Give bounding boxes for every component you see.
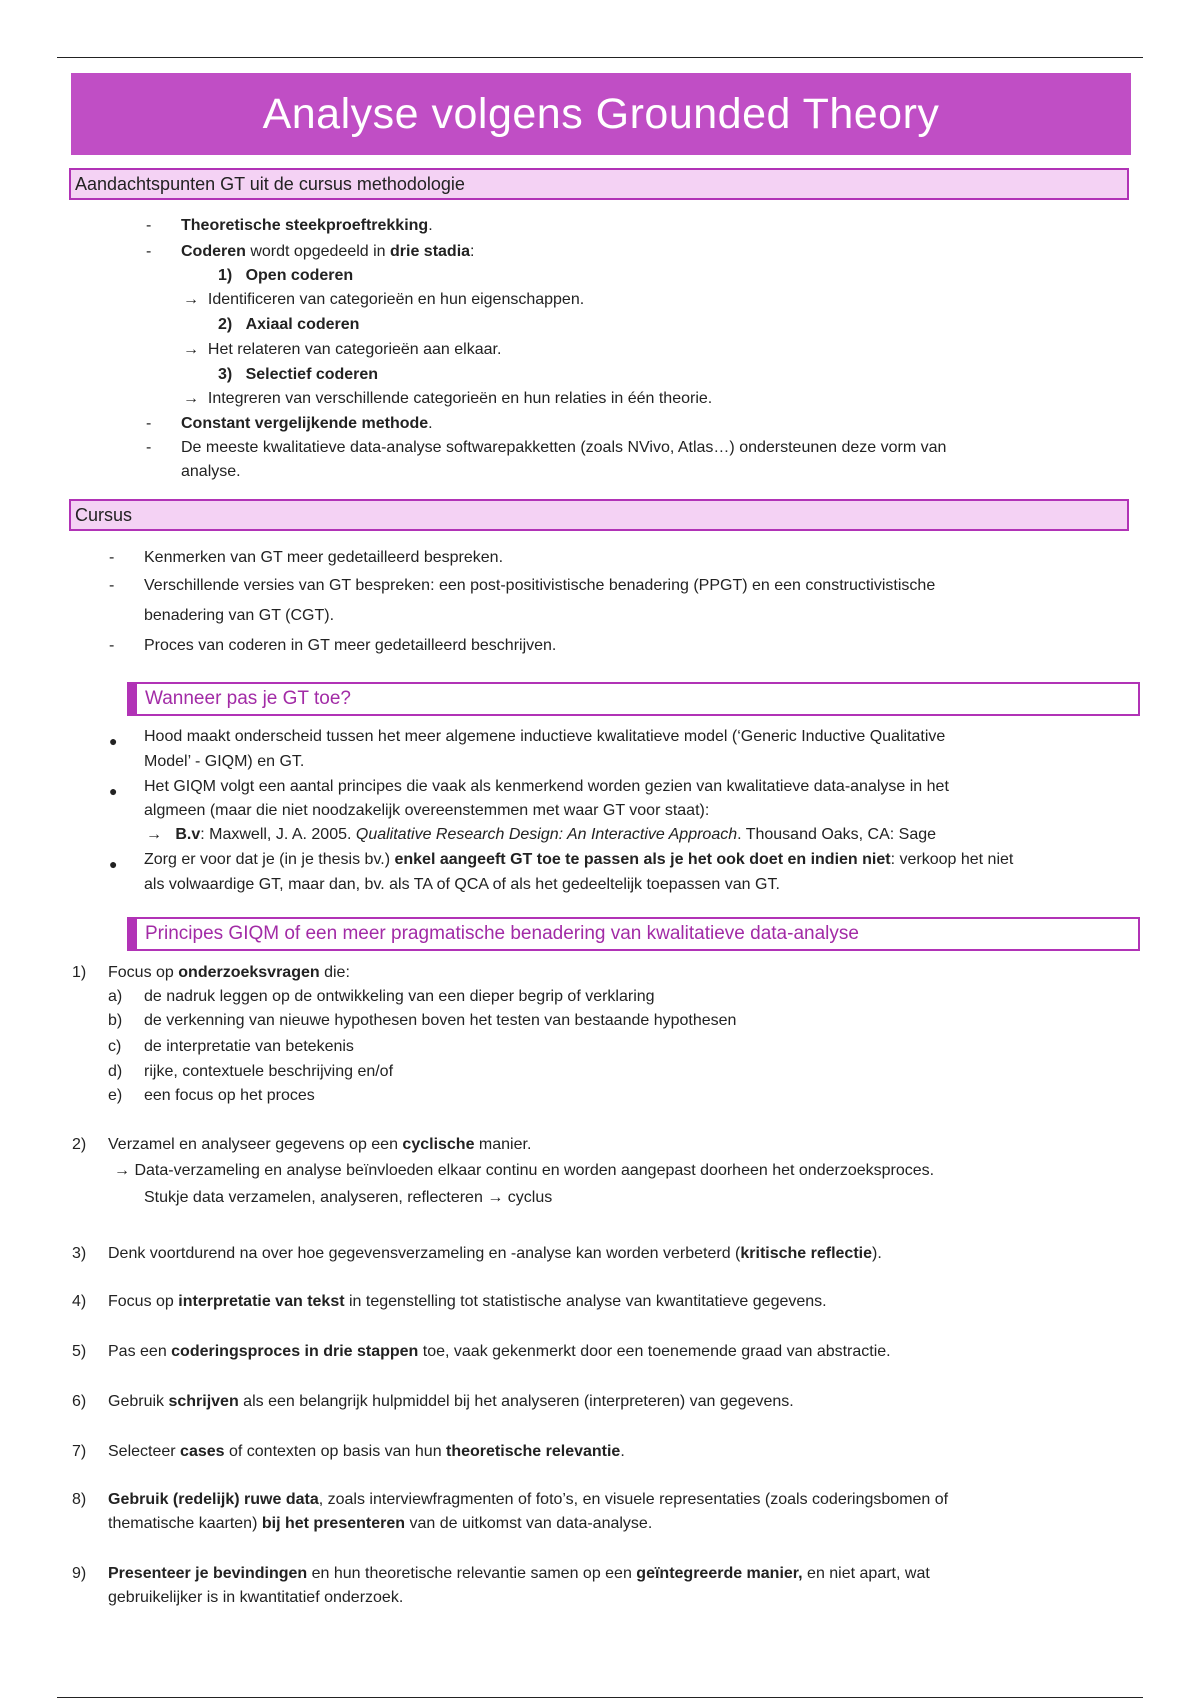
list-item: Verschillende versies van GT bespreken: een post-positivistische benadering (PPGT) en een constructivistische [144, 577, 936, 594]
list-item: Proces van coderen in GT meer gedetailleerd beschrijven. [144, 637, 557, 654]
list-item-continuation: benadering van GT (CGT). [144, 607, 335, 624]
sub-item: rijke, contextuele beschrijving en/of [144, 1063, 394, 1080]
sub-header-principes: Principes GIQM of een meer pragmatische benadering van kwalitatieve data-analyse [127, 917, 1140, 951]
list-item-continuation: algmeen (maar die niet noodzakelijk overeenstemmen met waar GT voor staat): [144, 802, 710, 819]
list-item: De meeste kwalitatieve data-analyse softwarepakketten (zoals NVivo, Atlas…) ondersteunen deze vorm van [181, 439, 947, 456]
numbered-item-number: 3) [72, 1245, 87, 1262]
numbered-item-number: 5) [72, 1343, 87, 1360]
numbered-item-number: 2) [72, 1136, 87, 1153]
dash-bullet: - [146, 243, 152, 260]
list-item-continuation: Model’ - GIQM) en GT. [144, 753, 305, 770]
list-item: → Het relateren van categorieën aan elkaar. [183, 341, 502, 358]
dash-bullet: - [109, 577, 115, 594]
arrow-icon: → [183, 341, 199, 358]
sub-item: de verkenning van nieuwe hypothesen boven het testen van bestaande hypothesen [144, 1012, 737, 1029]
list-item: Constant vergelijkende methode. [181, 415, 433, 432]
numbered-item: Focus op interpretatie van tekst in tegenstelling tot statistische analyse van kwantitatieve gegevens. [108, 1293, 827, 1310]
numbered-item: Denk voortdurend na over hoe gegevensverzameling en -analyse kan worden verbeterd (kritische reflectie). [108, 1245, 882, 1262]
numbered-item: Focus op onderzoeksvragen die: [108, 964, 350, 981]
list-item-continuation: als volwaardige GT, maar dan, bv. als TA of QCA of als het gedeeltelijk toepassen van GT. [144, 876, 780, 893]
numbered-item-number: 1) [72, 964, 87, 981]
numbered-item: Presenteer je bevindingen en hun theoretische relevantie samen op een geïntegreerde manier, en niet apart, wat [108, 1565, 930, 1582]
numbered-item: Pas een coderingsproces in drie stappen toe, vaak gekenmerkt door een toenemende graad van abstractie. [108, 1343, 891, 1360]
list-item: Kenmerken van GT meer gedetailleerd bespreken. [144, 549, 504, 566]
reference-line: → B.v: Maxwell, J. A. 2005. Qualitative Research Design: An Interactive Approach. Thousand Oaks, CA: Sage [146, 826, 937, 843]
bullet-dot: ● [109, 733, 118, 749]
sub-item: de interpretatie van betekenis [144, 1038, 354, 1055]
numbered-item-continuation: gebruikelijker is in kwantitatief onderzoek. [108, 1589, 404, 1606]
sub-item-letter: b) [108, 1012, 123, 1029]
bullet-dot: ● [109, 856, 118, 872]
numbered-item-number: 9) [72, 1565, 87, 1582]
numbered-item-continuation: → Data-verzameling en analyse beïnvloeden elkaar continu en worden aangepast doorheen het onderzoeksproces. [114, 1162, 935, 1179]
numbered-item-number: 7) [72, 1443, 87, 1460]
sub-item-letter: a) [108, 988, 123, 1005]
numbered-item-number: 4) [72, 1293, 87, 1310]
stage-heading: 3) Selectief coderen [218, 366, 379, 383]
bottom-rule [57, 1697, 1143, 1698]
bullet-dot: ● [109, 783, 118, 799]
sub-item-letter: d) [108, 1063, 123, 1080]
arrow-icon: → [114, 1162, 130, 1179]
section-header-cursus: Cursus [69, 499, 1129, 531]
numbered-item: Selecteer cases of contexten op basis van hun theoretische relevantie. [108, 1443, 625, 1460]
list-item: Het GIQM volgt een aantal principes die vaak als kenmerkend worden gezien van kwalitatieve data-analyse in het [144, 778, 949, 795]
dash-bullet: - [146, 439, 152, 456]
dash-bullet: - [146, 217, 152, 234]
section-header-aandachtspunten: Aandachtspunten GT uit de cursus methodologie [69, 168, 1129, 200]
stage-heading: 2) Axiaal coderen [218, 316, 360, 333]
numbered-item: Verzamel en analyseer gegevens op een cyclische manier. [108, 1136, 532, 1153]
arrow-icon: → [146, 826, 162, 843]
list-item: Coderen wordt opgedeeld in drie stadia: [181, 243, 475, 260]
sub-header-wanneer: Wanneer pas je GT toe? [127, 682, 1140, 716]
dash-bullet: - [109, 549, 115, 566]
arrow-icon: → [487, 1189, 504, 1206]
numbered-item-number: 8) [72, 1491, 87, 1508]
list-item: Hood maakt onderscheid tussen het meer algemene inductieve kwalitatieve model (‘Generic Inductive Qualitative [144, 728, 946, 745]
list-item: → Integreren van verschillende categorieën en hun relaties in één theorie. [183, 390, 713, 407]
list-item: → Identificeren van categorieën en hun eigenschappen. [183, 291, 585, 308]
list-item: Zorg er voor dat je (in je thesis bv.) enkel aangeeft GT toe te passen als je het ook doet en indien niet: verkoop het niet [144, 851, 1014, 868]
numbered-item: Gebruik (redelijk) ruwe data, zoals interviewfragmenten of foto’s, en visuele representaties (zoals coderingsbomen of [108, 1491, 949, 1508]
stage-heading: 1) Open coderen [218, 267, 354, 284]
page-title: Analyse volgens Grounded Theory [71, 73, 1131, 155]
numbered-item: Gebruik schrijven als een belangrijk hulpmiddel bij het analyseren (interpreteren) van gegevens. [108, 1393, 794, 1410]
numbered-item-number: 6) [72, 1393, 87, 1410]
list-item: Theoretische steekproeftrekking. [181, 217, 433, 234]
sub-item-letter: e) [108, 1087, 123, 1104]
arrow-icon: → [183, 291, 199, 308]
top-rule [57, 57, 1143, 58]
dash-bullet: - [109, 637, 115, 654]
numbered-item-continuation: Stukje data verzamelen, analyseren, reflecteren → cyclus [144, 1189, 553, 1206]
sub-item: een focus op het proces [144, 1087, 315, 1104]
numbered-item-continuation: thematische kaarten) bij het presenteren van de uitkomst van data-analyse. [108, 1515, 653, 1532]
list-item-continuation: analyse. [181, 463, 241, 480]
arrow-icon: → [183, 390, 199, 407]
sub-item-letter: c) [108, 1038, 122, 1055]
sub-item: de nadruk leggen op de ontwikkeling van een dieper begrip of verklaring [144, 988, 655, 1005]
dash-bullet: - [146, 415, 152, 432]
